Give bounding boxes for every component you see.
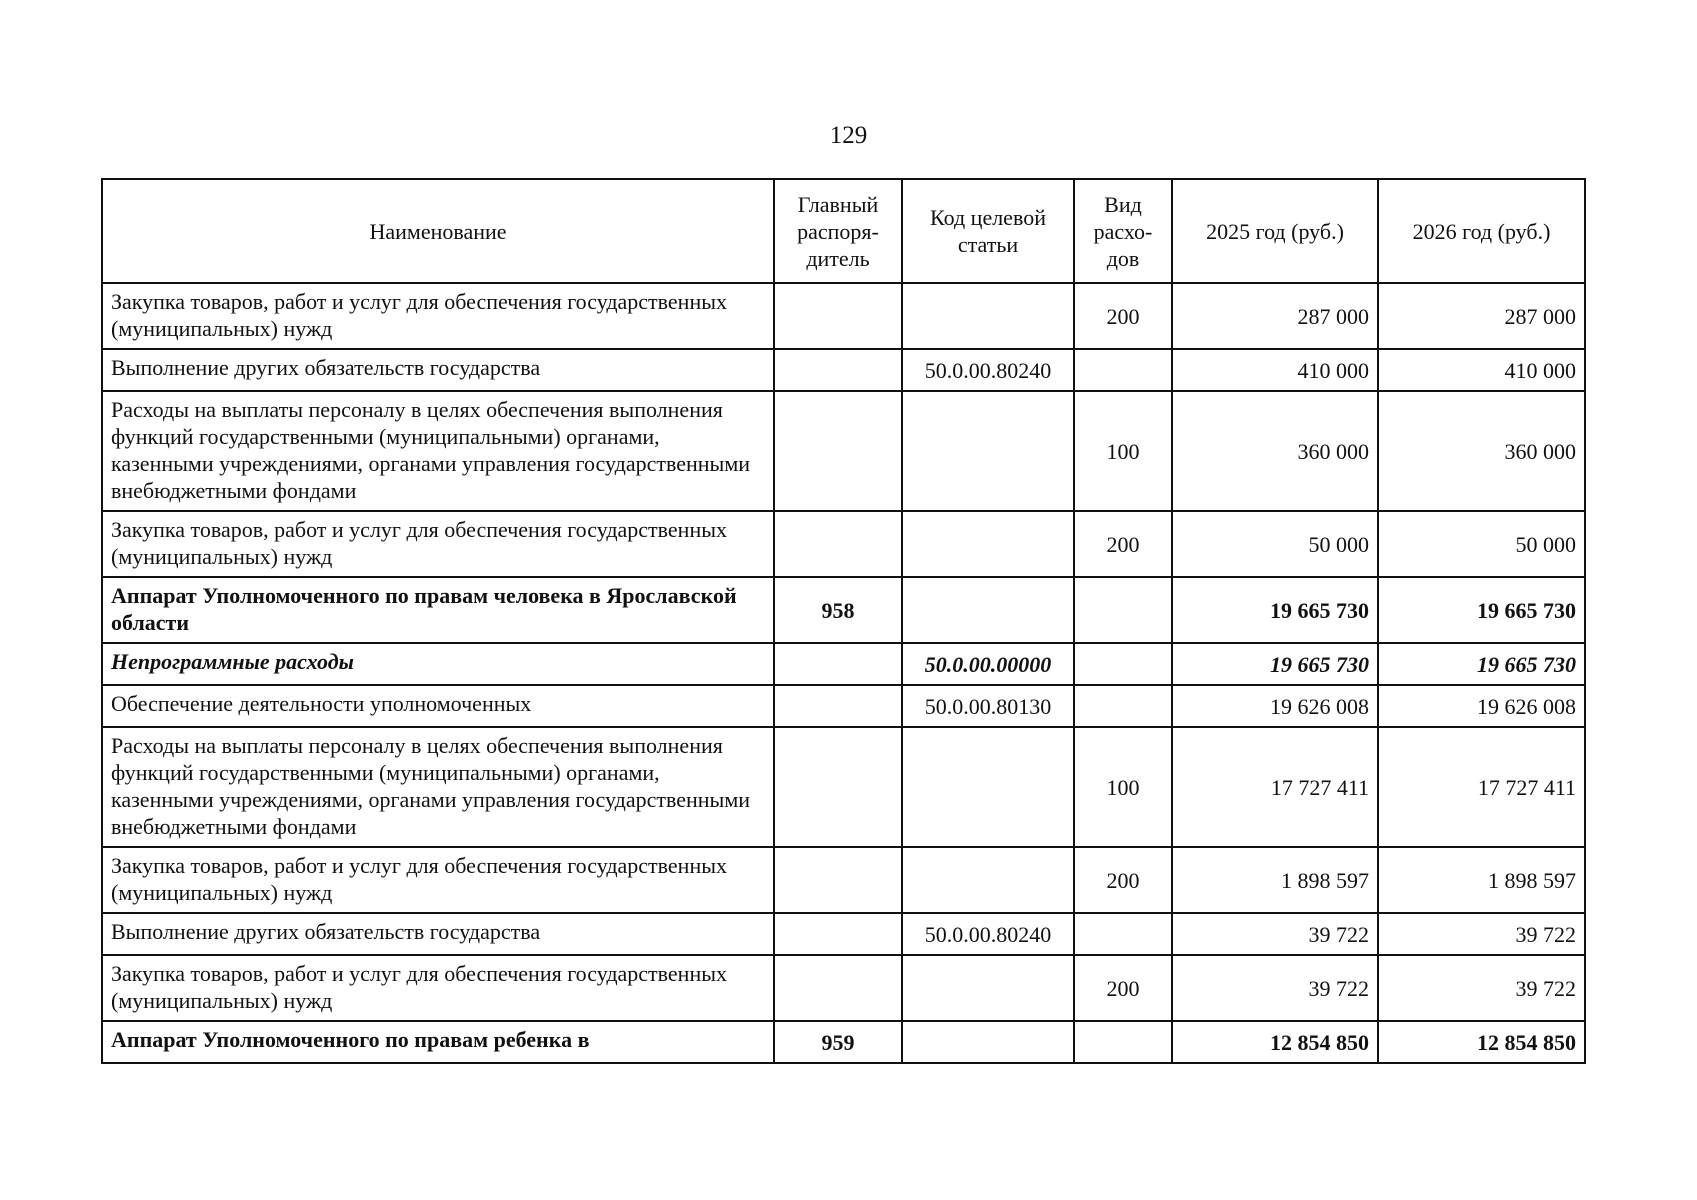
- cell-vid: 100: [1074, 391, 1172, 511]
- cell-glavny: [774, 913, 902, 955]
- cell-name: Выполнение других обязательств государства: [102, 349, 774, 391]
- table-row: [102, 955, 1585, 1021]
- header-glavny: Главный распоря-дитель: [774, 179, 902, 283]
- cell-vid: 200: [1074, 283, 1172, 349]
- table-row: [102, 1021, 1585, 1063]
- cell-2025: 19 665 730: [1172, 577, 1378, 643]
- cell-name: Аппарат Уполномоченного по правам ребенка в: [102, 1021, 774, 1063]
- header-code: Код целевой статьи: [902, 179, 1074, 283]
- cell-glavny: [774, 727, 902, 847]
- cell-name: Непрограммные расходы: [102, 643, 774, 685]
- cell-vid: 200: [1074, 511, 1172, 577]
- cell-glavny: [774, 955, 902, 1021]
- cell-code: [902, 577, 1074, 643]
- cell-2026: 360 000: [1378, 391, 1585, 511]
- table-row: [102, 577, 1585, 643]
- cell-2026: 19 626 008: [1378, 685, 1585, 727]
- cell-code: 50.0.00.80240: [902, 913, 1074, 955]
- cell-vid: [1074, 577, 1172, 643]
- cell-2025: 1 898 597: [1172, 847, 1378, 913]
- cell-2026: 50 000: [1378, 511, 1585, 577]
- cell-vid: [1074, 643, 1172, 685]
- cell-2026: 39 722: [1378, 913, 1585, 955]
- cell-2025: 19 665 730: [1172, 643, 1378, 685]
- cell-2026: 1 898 597: [1378, 847, 1585, 913]
- budget-table: [101, 178, 1586, 1064]
- table-row: [102, 847, 1585, 913]
- cell-2026: 410 000: [1378, 349, 1585, 391]
- cell-2025: 39 722: [1172, 955, 1378, 1021]
- table-row: [102, 727, 1585, 847]
- cell-2026: 39 722: [1378, 955, 1585, 1021]
- cell-code: [902, 727, 1074, 847]
- cell-code: [902, 1021, 1074, 1063]
- header-2026: 2026 год (руб.): [1378, 179, 1585, 283]
- cell-code: 50.0.00.00000: [902, 643, 1074, 685]
- table-row: [102, 391, 1585, 511]
- cell-2026: 17 727 411: [1378, 727, 1585, 847]
- cell-code: [902, 283, 1074, 349]
- cell-name: Расходы на выплаты персоналу в целях обеспечения выполнения функций государственными (муниципальными) органами, казенными учреждениями, органами управления государственными внебюджетными фондами: [102, 727, 774, 847]
- table-row: [102, 349, 1585, 391]
- cell-2026: 287 000: [1378, 283, 1585, 349]
- table-row: [102, 511, 1585, 577]
- cell-vid: 100: [1074, 727, 1172, 847]
- cell-glavny: 958: [774, 577, 902, 643]
- cell-code: 50.0.00.80130: [902, 685, 1074, 727]
- cell-glavny: [774, 511, 902, 577]
- cell-name: Закупка товаров, работ и услуг для обеспечения государственных (муниципальных) нужд: [102, 283, 774, 349]
- header-vid: Вид расхо-дов: [1074, 179, 1172, 283]
- cell-2026: 12 854 850: [1378, 1021, 1585, 1063]
- cell-vid: 200: [1074, 955, 1172, 1021]
- cell-glavny: [774, 283, 902, 349]
- cell-2025: 17 727 411: [1172, 727, 1378, 847]
- cell-name: Обеспечение деятельности уполномоченных: [102, 685, 774, 727]
- cell-name: Выполнение других обязательств государства: [102, 913, 774, 955]
- table-row: [102, 913, 1585, 955]
- cell-name: Закупка товаров, работ и услуг для обеспечения государственных (муниципальных) нужд: [102, 847, 774, 913]
- cell-code: 50.0.00.80240: [902, 349, 1074, 391]
- cell-name: Закупка товаров, работ и услуг для обеспечения государственных (муниципальных) нужд: [102, 511, 774, 577]
- header-name: Наименование: [102, 179, 774, 283]
- page-number: 129: [829, 122, 868, 149]
- cell-vid: [1074, 685, 1172, 727]
- cell-name: Закупка товаров, работ и услуг для обеспечения государственных (муниципальных) нужд: [102, 955, 774, 1021]
- cell-code: [902, 847, 1074, 913]
- table-body: [102, 283, 1585, 1063]
- table-row: [102, 643, 1585, 685]
- cell-name: Расходы на выплаты персоналу в целях обеспечения выполнения функций государственными (муниципальными) органами, казенными учреждениями, органами управления государственными внебюджетными фондами: [102, 391, 774, 511]
- cell-glavny: [774, 643, 902, 685]
- header-2025: 2025 год (руб.): [1172, 179, 1378, 283]
- table-row: [102, 283, 1585, 349]
- cell-code: [902, 955, 1074, 1021]
- cell-2025: 410 000: [1172, 349, 1378, 391]
- cell-vid: 200: [1074, 847, 1172, 913]
- cell-code: [902, 391, 1074, 511]
- cell-name: Аппарат Уполномоченного по правам человека в Ярославской области: [102, 577, 774, 643]
- cell-2025: 360 000: [1172, 391, 1378, 511]
- cell-vid: [1074, 913, 1172, 955]
- cell-2025: 19 626 008: [1172, 685, 1378, 727]
- cell-2026: 19 665 730: [1378, 643, 1585, 685]
- cell-2025: 12 854 850: [1172, 1021, 1378, 1063]
- table-header-row: [102, 179, 1585, 283]
- table-row: [102, 685, 1585, 727]
- cell-glavny: 959: [774, 1021, 902, 1063]
- cell-vid: [1074, 1021, 1172, 1063]
- cell-glavny: [774, 847, 902, 913]
- cell-2025: 39 722: [1172, 913, 1378, 955]
- cell-glavny: [774, 349, 902, 391]
- cell-vid: [1074, 349, 1172, 391]
- cell-glavny: [774, 391, 902, 511]
- cell-2025: 287 000: [1172, 283, 1378, 349]
- cell-glavny: [774, 685, 902, 727]
- cell-2025: 50 000: [1172, 511, 1378, 577]
- cell-2026: 19 665 730: [1378, 577, 1585, 643]
- cell-code: [902, 511, 1074, 577]
